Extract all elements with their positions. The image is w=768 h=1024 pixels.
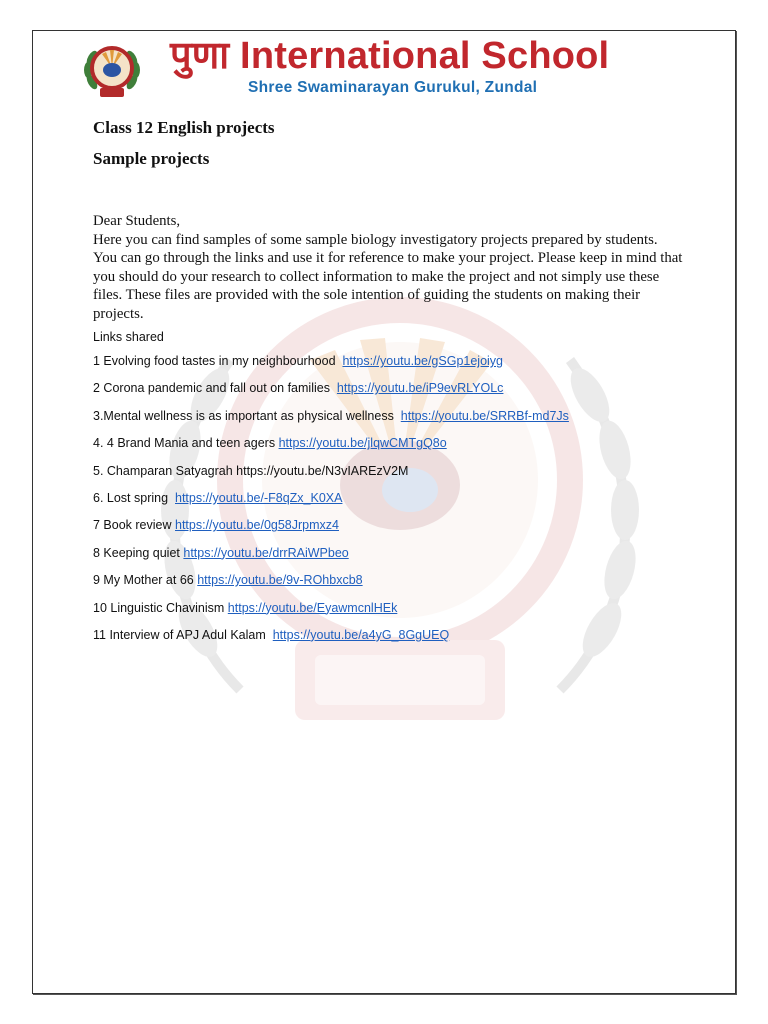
link-label: 5. Champaran Satyagrah [93, 463, 233, 478]
video-link[interactable]: https://youtu.be/-F8qZx_K0XA [175, 490, 343, 505]
list-item [93, 381, 569, 408]
page-subtitle: Sample projects [93, 149, 210, 168]
video-link[interactable]: https://youtu.be/iP9evRLYOLc [336, 381, 504, 396]
school-logo-icon [80, 38, 144, 102]
list-item [93, 409, 569, 436]
plain-url: https://youtu.be/N3vIAREzV2M [236, 463, 409, 478]
page-title: Class 12 English projects [93, 118, 275, 137]
school-subtitle: Shree Swaminarayan Gurukul, Zundal [248, 79, 538, 96]
link-label: 1 Evolving food tastes in my neighbourhood [93, 354, 336, 368]
list-item [93, 546, 569, 573]
video-link[interactable]: https://youtu.be/9v-ROhbxcb8 [197, 573, 363, 588]
intro-body: Here you can find samples of some sample biology investigatory projects prepared by students. You can go through the links and use it for reference to make your project. Please keep in mind that you should do your research to collect information to make the project and not simply use these files. These files are provided with the sole intention of guiding the students on making their projects. [93, 231, 683, 322]
link-label: 6. Lost spring [93, 490, 169, 505]
list-item [93, 491, 569, 518]
video-link[interactable]: https://youtu.be/0g58Jrpmxz4 [175, 518, 339, 533]
video-link[interactable]: https://youtu.be/SRRBf-md7Js [400, 408, 569, 423]
link-label: 10 Linguistic Chavinism [93, 600, 225, 615]
link-label: 11 Interview of APJ Adul Kalam [93, 627, 266, 642]
video-link[interactable]: https://youtu.be/gSGp1ejoiyg [342, 354, 504, 368]
list-item [93, 573, 569, 600]
intro-text [93, 212, 683, 324]
list-item [93, 601, 569, 628]
links-list [93, 354, 569, 655]
link-label: 7 Book review [93, 518, 172, 533]
link-label: 8 Keeping quiet [93, 545, 180, 560]
link-label: 3.Mental wellness is as important as physical wellness [93, 408, 394, 423]
link-label: 9 My Mother at 66 [93, 573, 194, 588]
link-label: 2 Corona pandemic and fall out on families [93, 381, 330, 396]
video-link[interactable]: https://youtu.be/a4yG_8GgUEQ [272, 627, 450, 642]
video-link[interactable]: https://youtu.be/EyawmcnlHEk [227, 600, 398, 615]
list-item [93, 354, 569, 381]
list-item [93, 518, 569, 545]
school-name: पुणा International School [170, 35, 610, 77]
link-label: 4. 4 Brand Mania and teen agers [93, 436, 276, 451]
links-heading: Links shared [93, 330, 164, 344]
list-item [93, 628, 569, 655]
video-link[interactable]: https://youtu.be/jlqwCMTgQ8o [278, 436, 447, 451]
video-link[interactable]: https://youtu.be/drrRAiWPbeo [183, 545, 349, 560]
list-item [93, 436, 569, 463]
list-item [93, 464, 569, 491]
greeting: Dear Students, [93, 213, 181, 229]
